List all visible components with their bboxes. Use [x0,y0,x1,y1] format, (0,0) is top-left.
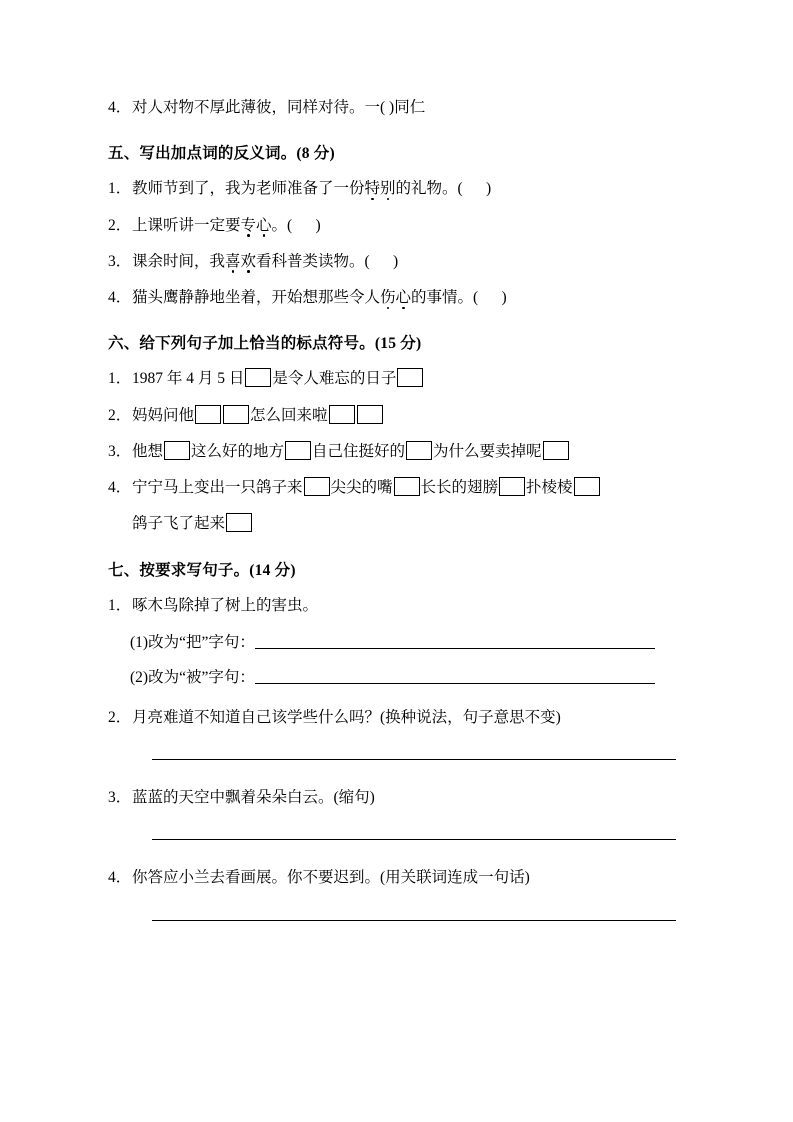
question-number: 2． [108,216,132,234]
sentence-segment: 妈妈问他 [132,406,195,424]
punctuation-box[interactable] [226,513,252,532]
question-number: 4． [108,289,132,306]
question-text: 啄木鸟除掉了树上的害虫。 [132,596,319,614]
punctuation-box[interactable] [164,441,190,460]
question-item [108,786,715,809]
punctuation-box[interactable] [285,441,311,460]
question-text: 猫头鹰静静地坐着，开始想那些令人伤心的事情。( ) [132,289,507,306]
question-text [132,512,253,535]
question-text: 教师节到了，我为老师准备了一份特别的礼物。( ) [132,180,492,198]
section-heading-six: 六、给下列句子加上恰当的标点符号。(15 分) [108,335,422,353]
question-text: 课余时间，我喜欢看科普类读物。( ) [132,252,399,270]
sub-question-number: (2) [130,668,149,686]
question-number: 3． [108,442,132,460]
punctuation-box[interactable] [357,405,383,424]
question-number: 1． [108,370,132,388]
sentence-segment: 他想 [132,442,164,460]
question-number: 4． [108,479,132,496]
punctuation-box[interactable] [223,405,249,424]
section-heading-seven: 七、按要求写句子。(14 分) [108,561,296,579]
sentence-segment: 自己住挺好的 [312,442,406,460]
question-item [108,594,715,617]
question-number: 3． [108,252,132,270]
question-text [132,476,601,499]
question-number: 2． [108,406,132,424]
punctuation-box[interactable] [394,477,420,496]
answer-rule[interactable] [255,634,655,649]
punctuation-box[interactable] [543,441,569,460]
question-number: 1． [108,596,132,614]
punctuation-box[interactable] [329,405,355,424]
question-text [132,96,425,119]
section-heading-five: 五、写出加点词的反义词。(8 分) [108,145,335,163]
punctuation-box[interactable] [406,441,432,460]
question-item [108,404,715,427]
sub-question-number: (1) [130,633,149,651]
question-item [108,866,715,889]
sentence-segment: 宁宁马上变出一只鸽子来 [132,479,303,496]
question-text: 上课听讲一定要专心。( ) [132,216,321,234]
sub-question-item [108,630,715,652]
question-item [108,250,715,273]
sentence-segment: 1987 年 4 月 5 日 [132,370,245,388]
sentence-segment: 这么好的地方 [191,442,285,460]
question-number: 4． [108,99,132,116]
question-text [132,440,570,463]
question-text-after: )同仁 [389,99,426,116]
answer-rule[interactable] [255,669,655,684]
sub-question-text: 改为“被”字句： [148,668,255,686]
sentence-segment: 是令人难忘的日子 [272,370,397,388]
question-item-continuation [108,512,715,535]
question-number: 2． [108,708,132,726]
sentence-segment: 尖尖的嘴 [330,479,393,496]
answer-rule[interactable] [152,920,676,921]
question-text [132,404,384,427]
sentence-segment: 鸽子飞了起来 [132,515,226,533]
question-item [108,214,715,237]
question-item [108,706,715,729]
punctuation-box[interactable] [304,477,330,496]
question-text: 你答应小兰去看画展。你不要迟到。(用关联词连成一句话) [132,869,530,887]
sentence-segment: 为什么要卖掉呢 [433,442,542,460]
question-number: 3． [108,789,132,806]
sub-question-text: 改为“把”字句： [148,633,255,651]
question-text [132,367,424,390]
question-item [108,440,715,463]
question-text-before: 对人对物不厚此薄彼，同样对待。一( [132,99,386,116]
question-item [108,367,715,390]
question-text: 月亮难道不知道自己该学些什么吗？(换种说法，句子意思不变) [132,708,561,726]
punctuation-box[interactable] [397,368,423,387]
punctuation-box[interactable] [245,368,271,387]
question-number: 1． [108,180,132,198]
sentence-segment: 长长的翅膀 [420,479,499,496]
answer-rule[interactable] [152,759,676,760]
question-item [108,286,715,309]
punctuation-box[interactable] [195,405,221,424]
question-item [108,476,715,499]
punctuation-box[interactable] [574,477,600,496]
question-item [108,177,715,200]
sentence-segment: 怎么回来啦 [250,406,328,424]
question-item [108,96,715,119]
punctuation-box[interactable] [499,477,525,496]
question-text: 蓝蓝的天空中飘着朵朵白云。(缩句) [132,789,375,806]
sentence-segment: 扑棱棱 [526,479,573,496]
sub-question-item [108,665,715,687]
question-number: 4． [108,869,132,887]
answer-rule[interactable] [152,839,676,840]
